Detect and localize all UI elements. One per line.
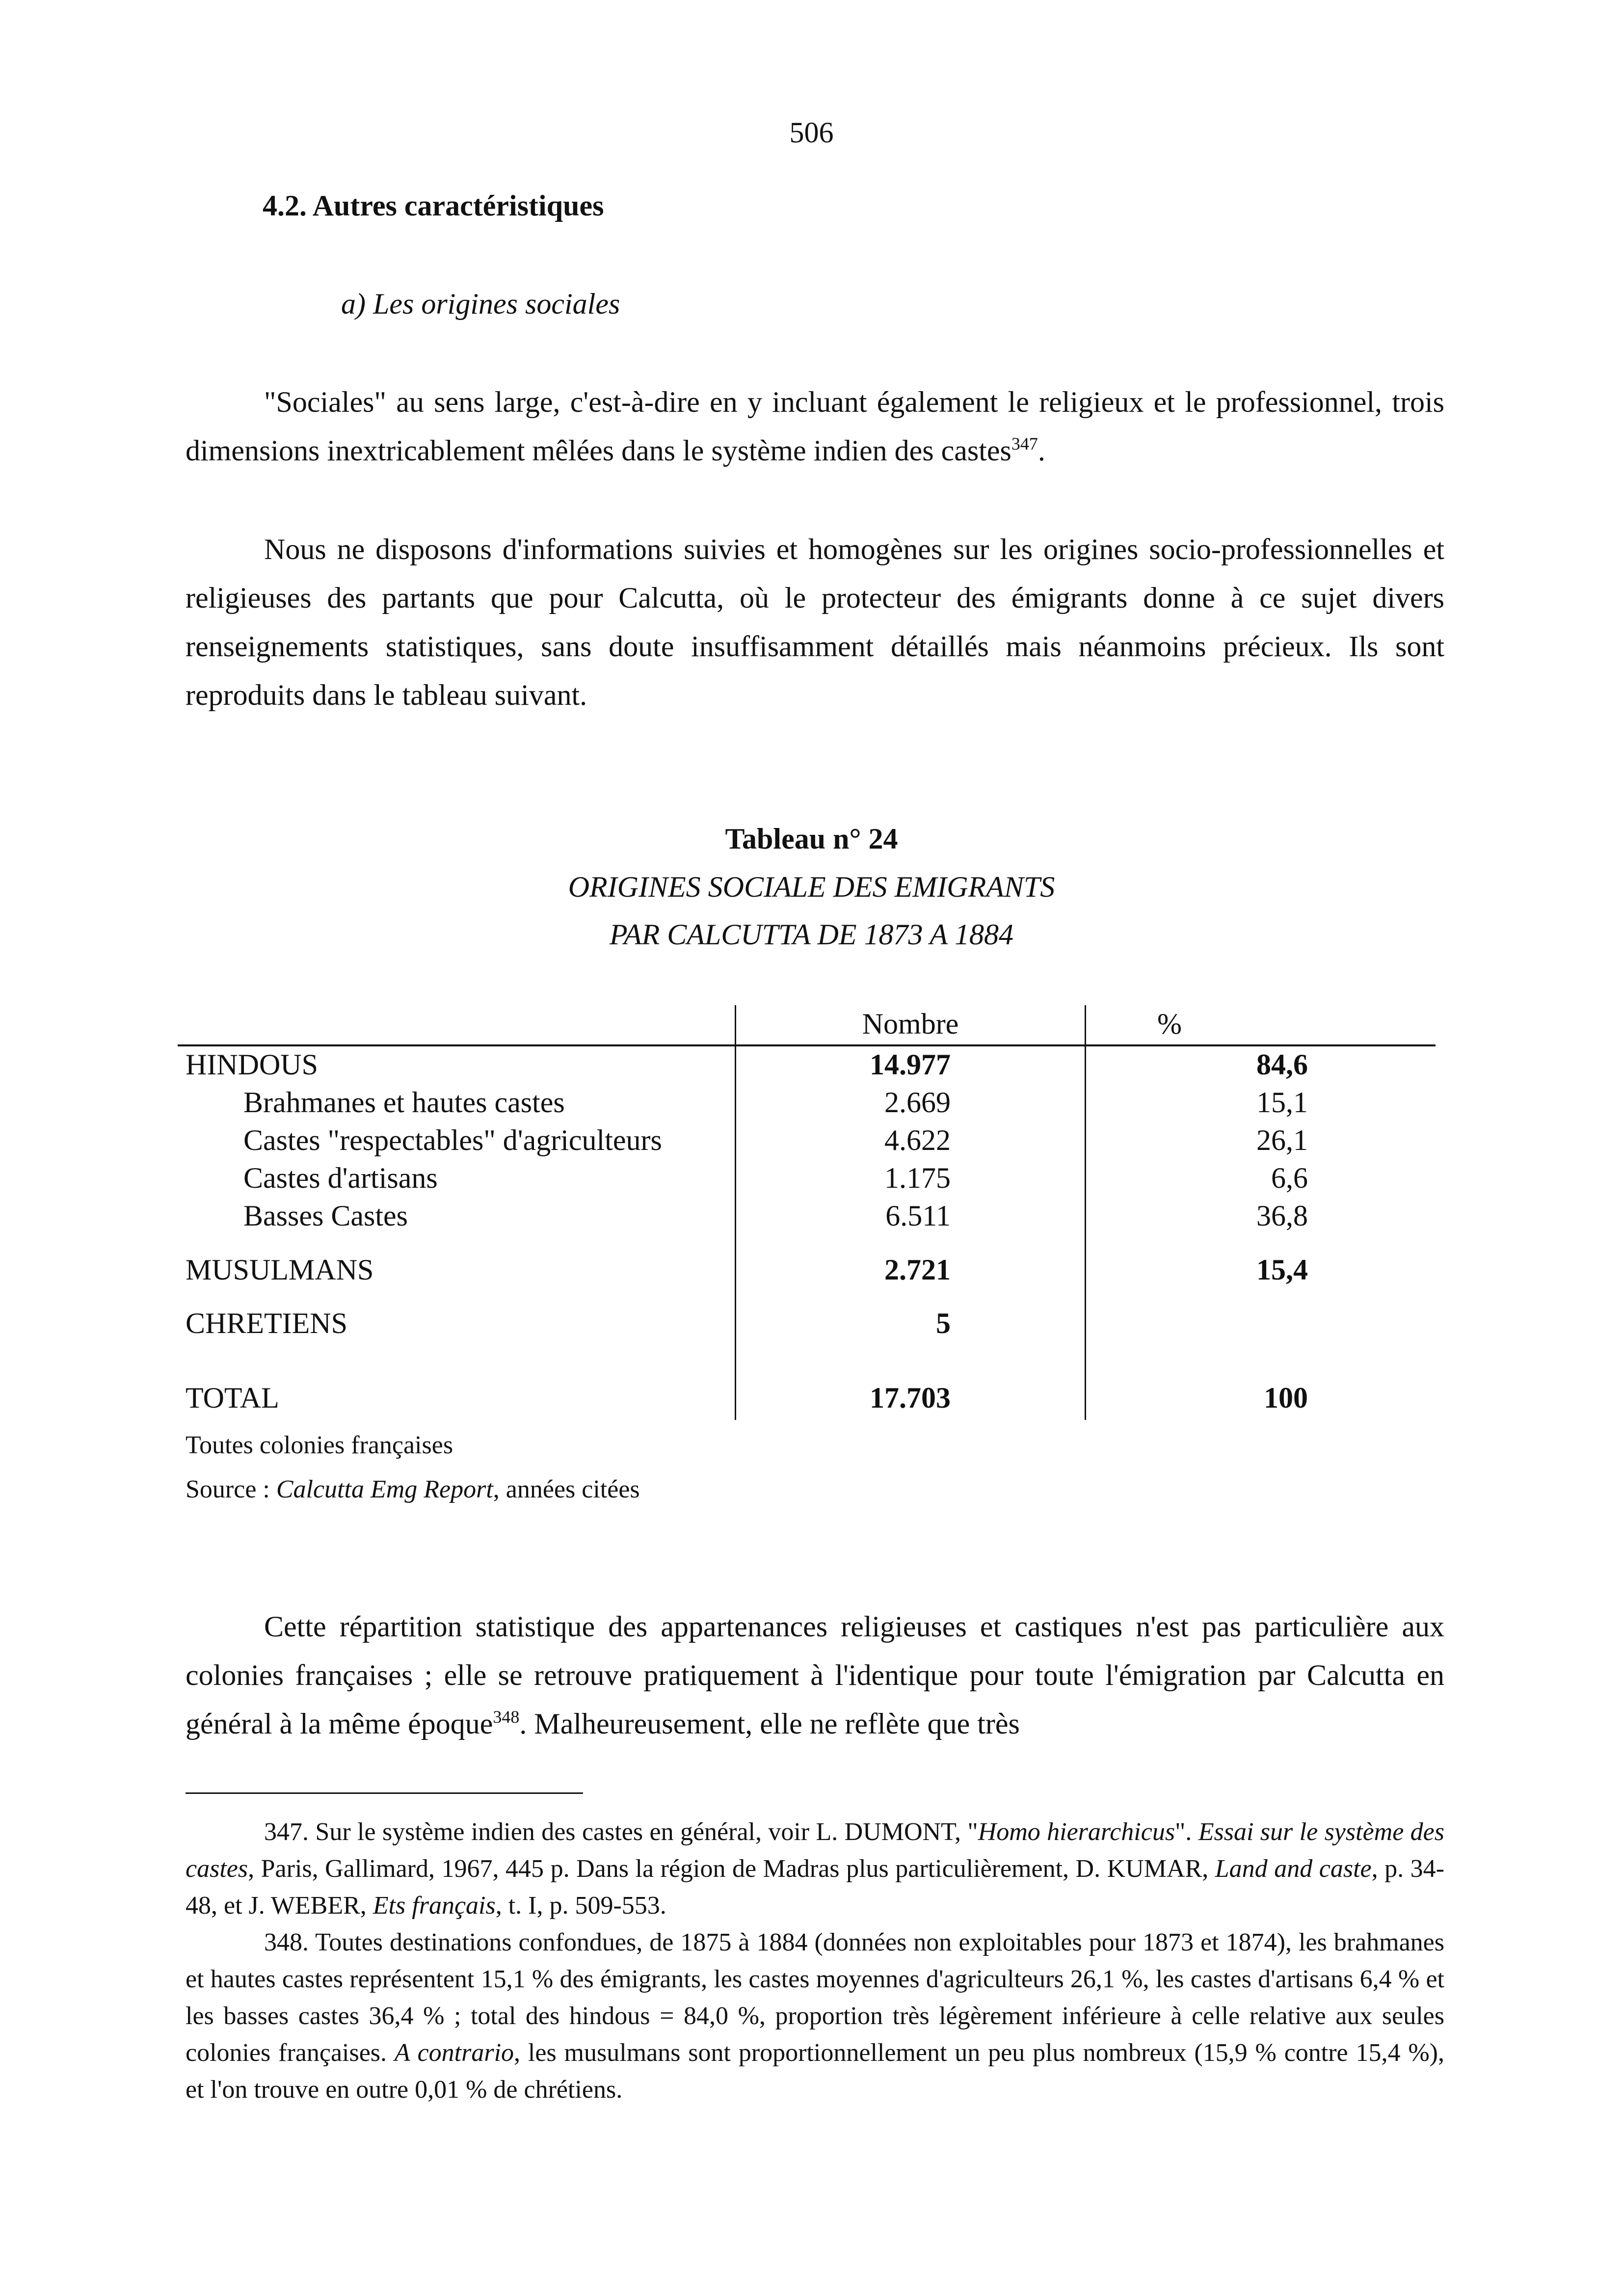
row-nombre: 14.977 [870,1048,951,1081]
row-percent: 15,1 [1256,1086,1308,1119]
row-percent: 84,6 [1256,1048,1308,1081]
paragraph-3 [186,1602,1444,1748]
footnote-348-text: , les musulmans sont proportionnellement un peu plus nombreux (15,9 % contre 15,4 %), et l'on trouve en outre 0,01 % de chrétiens. [186,2039,1444,2104]
row-nombre: 5 [936,1307,951,1339]
footnote-ref-348: 348 [493,1707,520,1727]
footnote-347-italic: Homo hierarchicus [978,1818,1175,1846]
footnote-347-italic: Land and caste [1215,1855,1372,1883]
footnote-347-text: , t. I, p. 509-553. [495,1892,666,1920]
footnote-ref-347: 347 [1011,434,1038,454]
footnote-347 [186,1814,1444,1924]
section-heading: 4.2. Autres caractéristiques [263,189,604,222]
row-label: MUSULMANS [186,1254,374,1286]
footnote-347-text: , Paris, Gallimard, 1967, 445 p. Dans la région de Madras plus particulièrement, D. KUMAR, [248,1855,1215,1883]
paragraph-3-end: . Malheureusement, elle ne reflète que très [519,1708,1020,1740]
source-suffix: , années citées [493,1475,640,1503]
footnote-347-text: 347. Sur le système indien des castes en général, voir L. DUMONT, " [264,1818,978,1846]
paragraph-1-text: "Sociales" au sens large, c'est-à-dire en y incluant également le religieux et le professionnel, trois dimensions inextricablement mêlées dans le système indien des castes [186,386,1444,467]
table-subtitle-line-1: ORIGINES SOCIALE DES EMIGRANTS [568,871,1055,903]
row-nombre: 1.175 [884,1162,951,1194]
row-nombre: 17.703 [870,1382,951,1414]
table-row [0,1199,1623,1238]
row-nombre: 4.622 [884,1124,951,1156]
paragraph-1-end: . [1038,434,1045,467]
row-percent: 36,8 [1256,1200,1308,1232]
page-number: 506 [789,116,834,149]
footnote-347-italic: Essai sur le système des castes [186,1818,1444,1883]
footnote-347-italic: Ets français [372,1892,496,1920]
row-label: Brahmanes et hautes castes [243,1086,565,1119]
footnote-348-italic: A contrario [394,2039,514,2067]
table-row [0,1161,1623,1201]
row-percent: 100 [1264,1382,1308,1414]
footnote-347-text: ". [1175,1818,1198,1846]
row-percent: 15,4 [1256,1254,1308,1286]
table-header-rule [178,1044,1436,1046]
subsection-heading: a) Les origines sociales [341,288,620,320]
row-label: Basses Castes [243,1200,408,1232]
paragraph-2: Nous ne disposons d'informations suivies et homogènes sur les origines socio-professionnelles et religieuses des partants que pour Calcutta, où le protecteur des émigrants donne à ce sujet divers renseignements statistiques, sans doute insuffisamment détaillés mais néanmoins précieux. Ils sont reproduits dans le tableau suivant. [186,533,1444,711]
table-title: Tableau n° 24 [725,823,898,855]
column-header-percent: % [1157,1008,1182,1040]
paragraph-3-text: Cette répartition statistique des appartenances religieuses et castiques n'est pas particulière aux colonies françaises ; elle se retrouve pratiquement à l'identique pour toute l'émigration par Calcutta en général à la même époque [186,1610,1444,1740]
row-nombre: 2.721 [884,1254,951,1286]
paragraph-1 [186,378,1444,475]
table-row [0,1086,1623,1125]
row-percent: 26,1 [1256,1124,1308,1156]
footnote-348-text: 348. Toutes destinations confondues, de 1875 à 1884 (données non exploitables pour 1873 et 1874), les brahmanes et hautes castes représentent 15,1 % des émigrants, les castes moyennes d'agriculteurs 26,1 %, les castes d'artisans 6,4 % et les basses castes 36,4 % ; total des hindous = 84,0 %, proportion très légèrement inférieure à celle relative aux seules colonies françaises. [186,1928,1444,2067]
table-row [0,1307,1623,1346]
row-nombre: 2.669 [884,1086,951,1119]
footnote-347-text: , p. 34-48, et J. WEBER, [186,1855,1444,1920]
source-title: Calcutta Emg Report [276,1475,493,1503]
source-prefix: Source : [186,1475,276,1503]
row-percent: 6,6 [1271,1162,1308,1194]
table-row [0,1253,1623,1292]
table-row [0,1381,1623,1420]
footnote-348 [186,1924,1444,2108]
row-label: HINDOUS [186,1048,318,1081]
row-label: CHRETIENS [186,1307,347,1339]
column-header-nombre: Nombre [862,1008,959,1040]
table-source [186,1475,640,1504]
row-label: Castes "respectables" d'agriculteurs [243,1124,662,1156]
row-label: TOTAL [186,1382,279,1414]
footnote-separator [186,1792,583,1794]
row-nombre: 6.511 [885,1200,951,1232]
table-note: Toutes colonies françaises [186,1431,453,1459]
table-row [0,1123,1623,1163]
table-subtitle-line-2: PAR CALCUTTA DE 1873 A 1884 [610,918,1013,951]
table-row [0,1048,1623,1087]
row-label: Castes d'artisans [243,1162,438,1194]
